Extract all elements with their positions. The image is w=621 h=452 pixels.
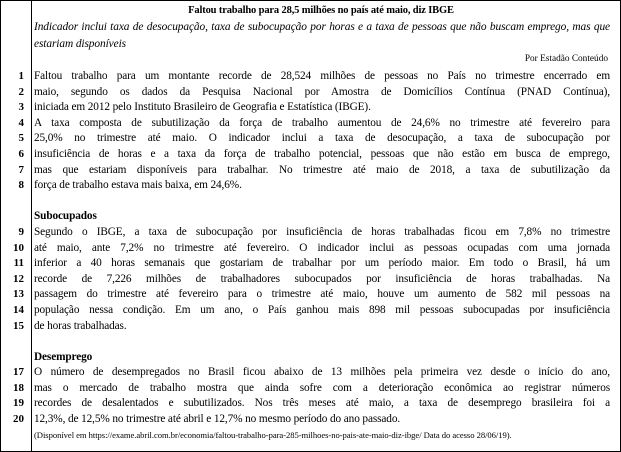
source-note: (Disponível em https://exame.abril.com.br/economia/faltou-trabalho-para-285-milhoes-no-pais-ate-maio-diz-ibge/ Data do acesso 28/06/19). — [34, 429, 512, 440]
line-text: 12,3%, de 12,5% no trimestre até abril e 12,7% no mesmo período do ano passado. — [34, 413, 401, 426]
line-text: mas que estariam disponíveis para trabalhar. No trimestre até maio de 2018, a taxa de subutilização da — [34, 163, 610, 176]
line-number: 15 — [13, 319, 24, 332]
text-line — [13, 396, 610, 412]
text-line — [18, 100, 610, 116]
line-text: mas o mercado de trabalho mostra que ainda sofre com a deterioração econômica ao registrar números — [34, 381, 610, 394]
line-number: 3 — [18, 101, 24, 114]
line-text: Segundo o IBGE, a taxa de subocupação por insuficiência de horas trabalhadas ficou em 7,8% no trimestre — [34, 225, 610, 238]
text-line — [18, 178, 610, 194]
line-number: 11 — [13, 257, 24, 270]
blank-line — [32, 334, 610, 350]
line-text: até maio, ante 7,2% no trimestre até fevereiro. O indicador inclui as pessoas ocupadas com uma jornada — [34, 241, 610, 254]
line-text: iniciada em 2012 pelo Instituto Brasileiro de Geografia e Estatística (IBGE). — [34, 101, 371, 114]
text-line — [13, 381, 610, 397]
text-line — [18, 131, 610, 147]
line-text: A taxa composta de subutilização da força de trabalho aumentou de 24,6% no trimestre até fevereiro para — [34, 116, 610, 129]
text-line — [18, 85, 610, 101]
line-text: maio, segundo os dados da Pesquisa Nacional por Amostra de Domicílios Contínua (PNAD Contínua), — [34, 85, 610, 98]
line-text: população nessa condição. Em um ano, o País ganhou mais 898 mil pessoas subocupadas por insuficiência — [34, 303, 610, 316]
line-number: 2 — [18, 85, 24, 98]
text-line — [13, 256, 610, 272]
line-number: 12 — [13, 272, 24, 285]
line-number: 18 — [13, 381, 24, 394]
text-line — [13, 287, 610, 303]
line-text: de horas trabalhadas. — [34, 319, 127, 332]
text-line — [18, 116, 610, 132]
line-number: 13 — [13, 288, 24, 301]
section-heading — [32, 209, 610, 225]
text-line — [18, 163, 610, 179]
section-heading-label: Subocupados — [34, 210, 97, 223]
line-text: recorde de 7,226 milhões de trabalhadores subocupados por insuficiência de horas trabalhadas. Na — [34, 272, 610, 285]
blank-line — [32, 194, 610, 210]
line-number: 10 — [13, 241, 24, 254]
numbered-text-body — [13, 69, 610, 428]
text-line — [13, 241, 610, 257]
line-number: 17 — [13, 366, 24, 379]
line-text: passagem do trimestre até fevereiro para o trimestre até maio, houve um aumento de 582 mil pessoas na — [34, 288, 610, 301]
document-byline: Por Estadão Conteúdo — [524, 54, 608, 64]
line-number: 5 — [18, 132, 24, 145]
line-number: 4 — [18, 116, 24, 129]
line-text: força de trabalho estava mais baixa, em 24,6%. — [34, 179, 242, 192]
text-line — [18, 69, 610, 85]
line-text: Faltou trabalho para um montante recorde de 28,524 milhões de pessoas no País no trimestre encerrado em — [34, 70, 610, 82]
text-line — [13, 303, 610, 319]
text-line — [13, 272, 610, 288]
line-number: 1 — [18, 70, 24, 82]
line-text: 25,0% no trimestre até maio. O indicador inclui a taxa de desocupação, a taxa de subocupação por — [34, 132, 610, 145]
document-content — [1, 1, 620, 441]
line-number: 20 — [13, 413, 24, 426]
document-subtitle: Indicador inclui taxa de desocupação, taxa de subocupação por horas e a taxa de pessoas que não buscam emprego, mas que estariam disponíveis — [34, 21, 610, 50]
text-line — [13, 412, 610, 428]
line-number: 8 — [18, 179, 24, 192]
line-number: 9 — [18, 225, 24, 238]
text-line — [18, 225, 610, 241]
text-line — [13, 365, 610, 381]
line-number: 19 — [13, 397, 24, 410]
line-text: recordes de desalentados e subutilizados. Nos três meses até maio, a taxa de desemprego brasileira foi a — [34, 397, 610, 410]
line-number: 6 — [18, 147, 24, 160]
line-number: 7 — [18, 163, 24, 176]
text-line — [18, 147, 610, 163]
line-text: inferior a 40 horas semanais que gostariam de trabalhar por um período maior. Em todo o Brasil, há um — [34, 257, 610, 270]
line-text: O número de desempregados no Brasil ficou abaixo de 13 milhões pela primeira vez desde o início do ano, — [34, 366, 610, 379]
page-title: Faltou trabalho para 28,5 milhões no país até maio, diz IBGE — [188, 5, 454, 16]
section-heading — [32, 350, 610, 366]
text-line — [13, 319, 610, 335]
line-number: 14 — [13, 303, 24, 316]
line-text: insuficiência de horas e a taxa da força de trabalho potencial, pessoas que não estão em busca de emprego, — [34, 147, 610, 160]
section-heading-label: Desemprego — [34, 350, 93, 363]
